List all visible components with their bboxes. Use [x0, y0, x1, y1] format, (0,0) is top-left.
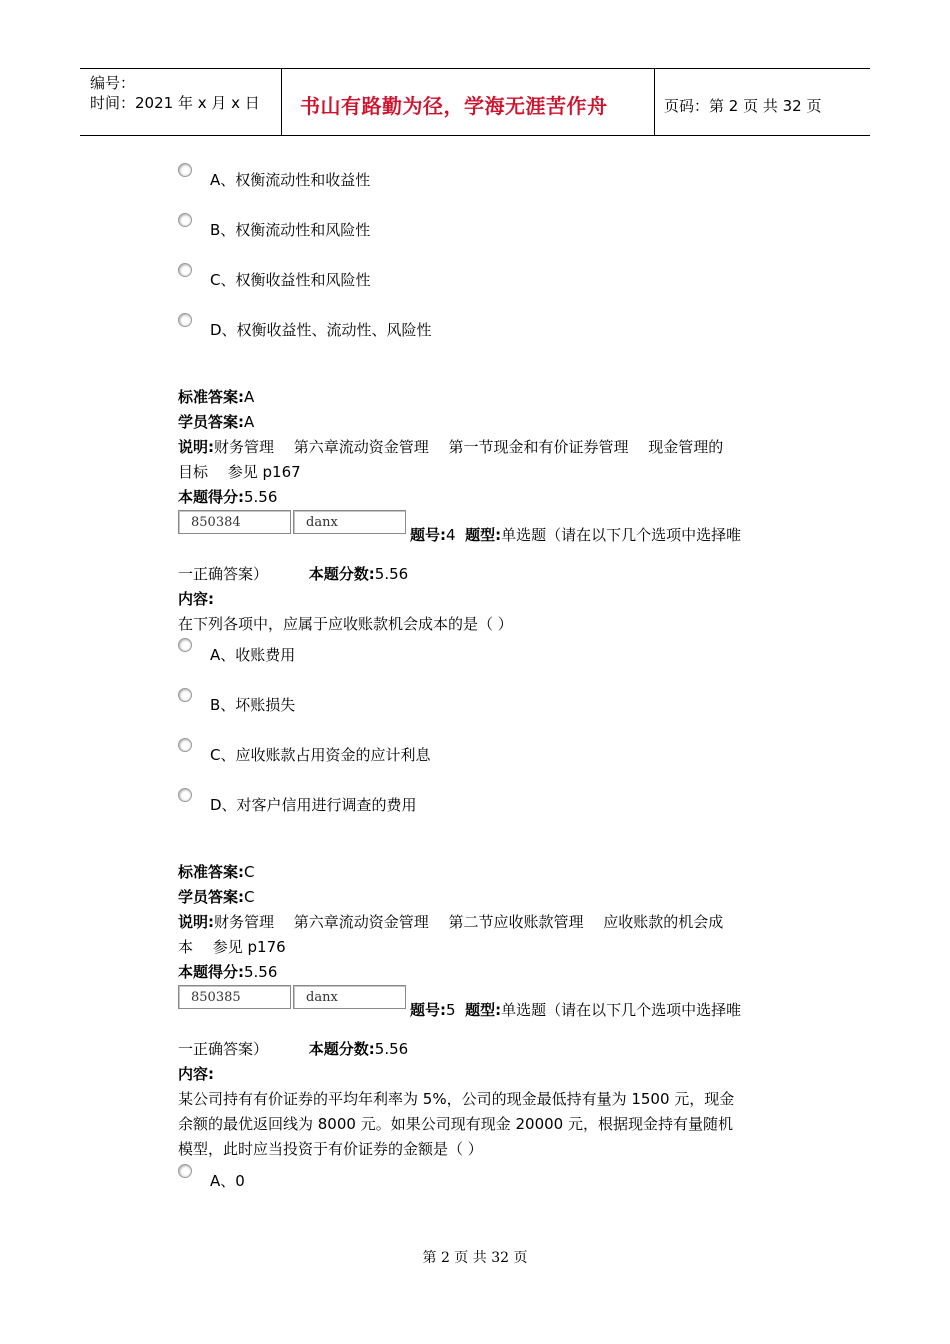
option-label: A、0 [210, 1172, 245, 1190]
q4-score [178, 961, 277, 982]
q4-student-answer [178, 886, 254, 907]
standard-answer-value: A [244, 388, 255, 406]
header-motto: 书山有路勤为径，学海无涯苦作舟 [300, 94, 608, 118]
q4-explanation-cont: 本 参见 p176 [178, 938, 286, 956]
doc-date: 时间：2021 年 x 月 x 日 [90, 94, 260, 112]
question-type: 单选题（请在以下几个选项中选择唯 [501, 526, 742, 544]
radio-icon[interactable] [178, 688, 192, 702]
points-value: 5.56 [374, 1040, 409, 1058]
q3-explanation [178, 436, 723, 457]
q5-content-line-1: 某公司持有有价证券的平均年利率为 5%，公司的现金最低持有量为 1500 元，现金 [178, 1090, 735, 1108]
question-type-cont: 一正确答案） [178, 565, 269, 583]
option-label: D、权衡收益性、流动性、风险性 [210, 321, 432, 339]
question-number-label: 题号: [410, 1001, 446, 1019]
score-label: 本题得分: [178, 488, 244, 506]
question-type: 单选题（请在以下几个选项中选择唯 [501, 1001, 742, 1019]
header-top-rule [80, 68, 870, 69]
student-answer-label: 学员答案: [178, 413, 244, 431]
option-label: B、坏账损失 [210, 696, 296, 714]
q5-content-line-2: 余额的最优返回线为 8000 元。如果公司现有现金 20000 元，根据现金持有量随机 [178, 1115, 733, 1133]
radio-icon[interactable] [178, 788, 192, 802]
score-value: 5.56 [244, 488, 278, 506]
q5-content-line-3: 模型，此时应当投资于有价证券的金额是（ ） [178, 1140, 483, 1158]
page-info: 页码：第 2 页 共 32 页 [664, 97, 822, 115]
points-value: 5.56 [374, 565, 409, 583]
option-label: C、应收账款占用资金的应计利息 [210, 746, 431, 764]
question-number: 5 [446, 1001, 456, 1019]
score-value: 5.56 [244, 963, 278, 981]
question-type-label: 题型: [465, 1001, 502, 1019]
q3-standard-answer [178, 386, 254, 407]
standard-answer-value: C [244, 863, 255, 881]
explanation-label: 说明: [178, 913, 214, 931]
radio-icon[interactable] [178, 263, 192, 277]
q4-meta [410, 524, 741, 545]
radio-icon[interactable] [178, 163, 192, 177]
option-label: D、对客户信用进行调查的费用 [210, 796, 417, 814]
score-label: 本题得分: [178, 963, 244, 981]
question-number: 4 [446, 526, 456, 544]
q4-explanation [178, 911, 723, 932]
explanation-label: 说明: [178, 438, 214, 456]
q3-score [178, 486, 277, 507]
option-label: A、收账费用 [210, 646, 296, 664]
q4-type-field[interactable]: danx [293, 510, 406, 534]
points-label: 本题分数: [308, 1040, 375, 1058]
q3-explanation-cont: 目标 参见 p167 [178, 463, 301, 481]
question-type-cont: 一正确答案） [178, 1040, 269, 1058]
q4-id-field[interactable]: 850384 [178, 510, 291, 534]
question-number-label: 题号: [410, 526, 446, 544]
option-label: C、权衡收益性和风险性 [210, 271, 371, 289]
radio-icon[interactable] [178, 1164, 192, 1178]
header-bottom-rule [80, 135, 870, 136]
header-divider-left [281, 68, 282, 136]
q4-content-label: 内容: [178, 590, 214, 608]
page-footer: 第 2 页 共 32 页 [422, 1250, 528, 1266]
explanation-text: 财务管理 第六章流动资金管理 第二节应收账款管理 应收账款的机会成 [214, 913, 724, 931]
q5-meta-cont [178, 1038, 408, 1059]
radio-icon[interactable] [178, 213, 192, 227]
student-answer-value: A [244, 413, 255, 431]
student-answer-label: 学员答案: [178, 888, 244, 906]
q5-id-field[interactable]: 850385 [178, 985, 291, 1009]
option-label: A、权衡流动性和收益性 [210, 171, 371, 189]
header-divider-right [654, 68, 655, 136]
radio-icon[interactable] [178, 638, 192, 652]
q3-student-answer [178, 411, 254, 432]
radio-icon[interactable] [178, 313, 192, 327]
doc-number-label: 编号： [90, 74, 136, 92]
q4-meta-cont [178, 563, 408, 584]
explanation-text: 财务管理 第六章流动资金管理 第一节现金和有价证券管理 现金管理的 [214, 438, 724, 456]
standard-answer-label: 标准答案: [178, 863, 244, 881]
option-label: B、权衡流动性和风险性 [210, 221, 371, 239]
points-label: 本题分数: [308, 565, 375, 583]
q5-content-label: 内容: [178, 1065, 214, 1083]
student-answer-value: C [244, 888, 255, 906]
q4-standard-answer [178, 861, 254, 882]
standard-answer-label: 标准答案: [178, 388, 244, 406]
radio-icon[interactable] [178, 738, 192, 752]
q5-type-field[interactable]: danx [293, 985, 406, 1009]
q4-content: 在下列各项中，应属于应收账款机会成本的是（ ） [178, 615, 513, 633]
question-type-label: 题型: [465, 526, 502, 544]
q5-meta [410, 999, 741, 1020]
